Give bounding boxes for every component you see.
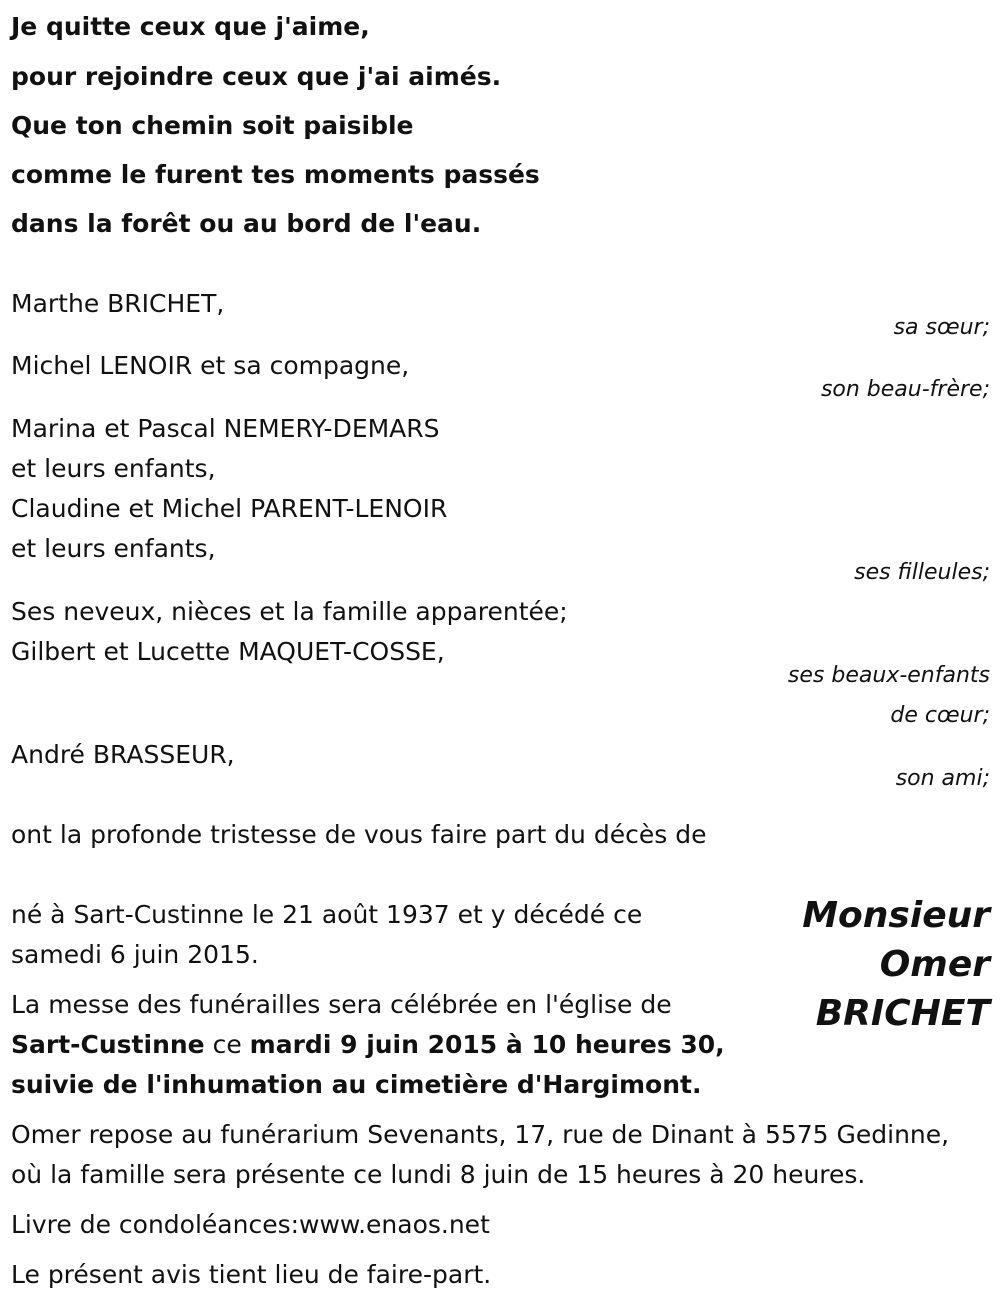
poem-line-3: Que ton chemin soit paisible bbox=[11, 111, 414, 140]
family-claudine: Claudine et Michel PARENT-LENOIR bbox=[11, 494, 448, 523]
birth-death-line-1: né à Sart-Custinne le 21 août 1937 et y décédé ce bbox=[11, 900, 643, 929]
relation-filleules: ses filleules; bbox=[854, 560, 990, 585]
family-claudine-children: et leurs enfants, bbox=[11, 534, 216, 563]
rest-line-2: où la famille sera présente ce lundi 8 juin de 15 heures à 20 heures. bbox=[11, 1160, 866, 1189]
funeral-burial: suivie de l'inhumation au cimetière d'Hargimont. bbox=[11, 1070, 702, 1099]
family-marina-children: et leurs enfants, bbox=[11, 454, 216, 483]
poem-line-4: comme le furent tes moments passés bbox=[11, 160, 540, 189]
poem-line-2: pour rejoindre ceux que j'ai aimés. bbox=[11, 62, 502, 91]
relation-marthe: sa sœur; bbox=[893, 315, 990, 340]
relation-michel: son beau-frère; bbox=[820, 377, 990, 402]
rest-line-1: Omer repose au funérarium Sevenants, 17, rue de Dinant à 5575 Gedinne, bbox=[11, 1120, 950, 1149]
family-gilbert: Gilbert et Lucette MAQUET-COSSE, bbox=[11, 637, 445, 666]
funeral-ce: ce bbox=[204, 1030, 250, 1059]
poem-line-1: Je quitte ceux que j'aime, bbox=[11, 12, 370, 41]
relation-gilbert-1: ses beaux-enfants bbox=[787, 663, 990, 688]
funeral-line-2 bbox=[11, 1030, 725, 1060]
deceased-last-name: BRICHET bbox=[815, 993, 990, 1034]
condolences-line: Livre de condoléances:www.enaos.net bbox=[11, 1210, 490, 1239]
notice-line: Le présent avis tient lieu de faire-part. bbox=[11, 1260, 492, 1289]
poem-line-5: dans la forêt ou au bord de l'eau. bbox=[11, 209, 482, 238]
announcement-text: ont la profonde tristesse de vous faire part du décès de bbox=[11, 820, 707, 849]
birth-death-line-2: samedi 6 juin 2015. bbox=[11, 940, 259, 969]
funeral-line-1: La messe des funérailles sera célébrée en l'église de bbox=[11, 990, 672, 1019]
family-marthe: Marthe BRICHET, bbox=[11, 289, 225, 318]
family-michel: Michel LENOIR et sa compagne, bbox=[11, 351, 410, 380]
deceased-first-name: Omer bbox=[879, 944, 990, 985]
family-andre: André BRASSEUR, bbox=[11, 740, 235, 769]
deceased-title: Monsieur bbox=[802, 895, 990, 936]
family-neveux: Ses neveux, nièces et la famille apparentée; bbox=[11, 597, 568, 626]
funeral-place: Sart-Custinne bbox=[11, 1030, 205, 1059]
relation-gilbert-2: de cœur; bbox=[890, 703, 990, 728]
family-marina: Marina et Pascal NEMERY-DEMARS bbox=[11, 414, 440, 443]
funeral-date: mardi 9 juin 2015 à 10 heures 30, bbox=[249, 1030, 725, 1059]
relation-andre: son ami; bbox=[895, 766, 990, 791]
